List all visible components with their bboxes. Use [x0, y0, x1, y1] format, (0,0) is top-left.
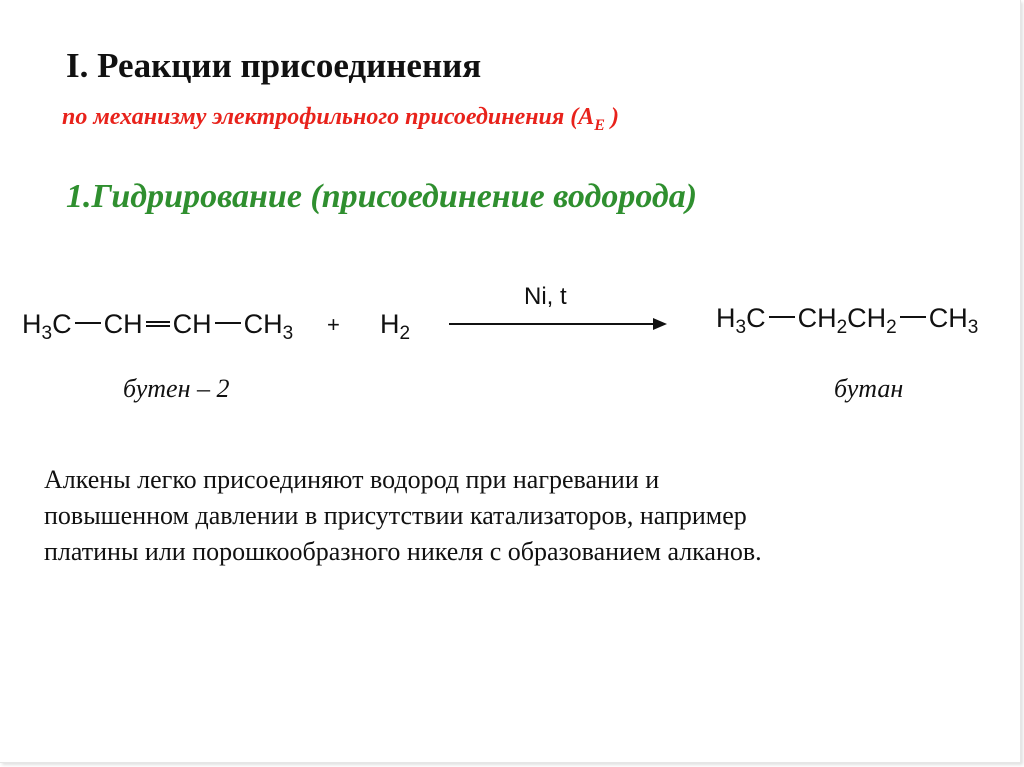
product-group: CH: [928, 303, 968, 333]
reactant-atom-h: H: [22, 309, 42, 339]
product-name: бутан: [834, 374, 904, 403]
arrow-shaft: [449, 323, 655, 325]
product-subscript: 2: [836, 317, 848, 338]
product-group: CH: [847, 303, 887, 333]
paragraph-line: повышенном давлении в присутствии катализаторов, например: [44, 501, 747, 530]
single-bond: [900, 316, 926, 318]
reactant-atom-c: C: [52, 309, 72, 339]
reactant-formula: [22, 309, 294, 344]
product-subscript: 2: [886, 317, 897, 338]
arrow-head: [653, 318, 667, 330]
reaction-arrow: [449, 318, 667, 330]
product-atom-h: H: [716, 303, 736, 333]
reactant-subscript: 3: [282, 323, 294, 344]
subtitle-text: по механизму электрофильного присоединения (A: [62, 104, 595, 130]
plus-sign: +: [327, 312, 340, 337]
paragraph-line: платины или порошкообразного никеля с образованием алканов.: [44, 537, 762, 566]
reagent-subscript: 2: [399, 323, 411, 344]
single-bond: [75, 322, 101, 324]
product-subscript: 3: [735, 317, 747, 338]
double-bond: [146, 321, 170, 327]
subtitle-subscript: E: [594, 116, 605, 134]
single-bond: [215, 322, 241, 324]
description-paragraph: [44, 462, 994, 570]
reactant-group: CH: [172, 309, 212, 339]
reactant-name: бутен – 2: [123, 374, 230, 403]
page-title: I. Реакции присоединения: [66, 46, 482, 85]
reaction-conditions: Ni, t: [524, 283, 567, 310]
reagent-formula: [380, 309, 411, 344]
single-bond: [769, 316, 795, 318]
product-group: CH: [797, 303, 837, 333]
reactant-group: CH: [103, 309, 143, 339]
product-formula: [716, 303, 979, 338]
subtitle: [62, 104, 619, 135]
product-atom-c: C: [746, 303, 766, 333]
subtitle-close: ): [604, 104, 619, 130]
paragraph-line: Алкены легко присоединяют водород при нагревании и: [44, 465, 660, 494]
reagent-atom: H: [380, 309, 400, 339]
section-heading: 1.Гидрирование (присоединение водорода): [66, 178, 698, 215]
product-subscript: 3: [967, 317, 979, 338]
reactant-group: CH: [243, 309, 283, 339]
reactant-subscript: 3: [41, 323, 53, 344]
